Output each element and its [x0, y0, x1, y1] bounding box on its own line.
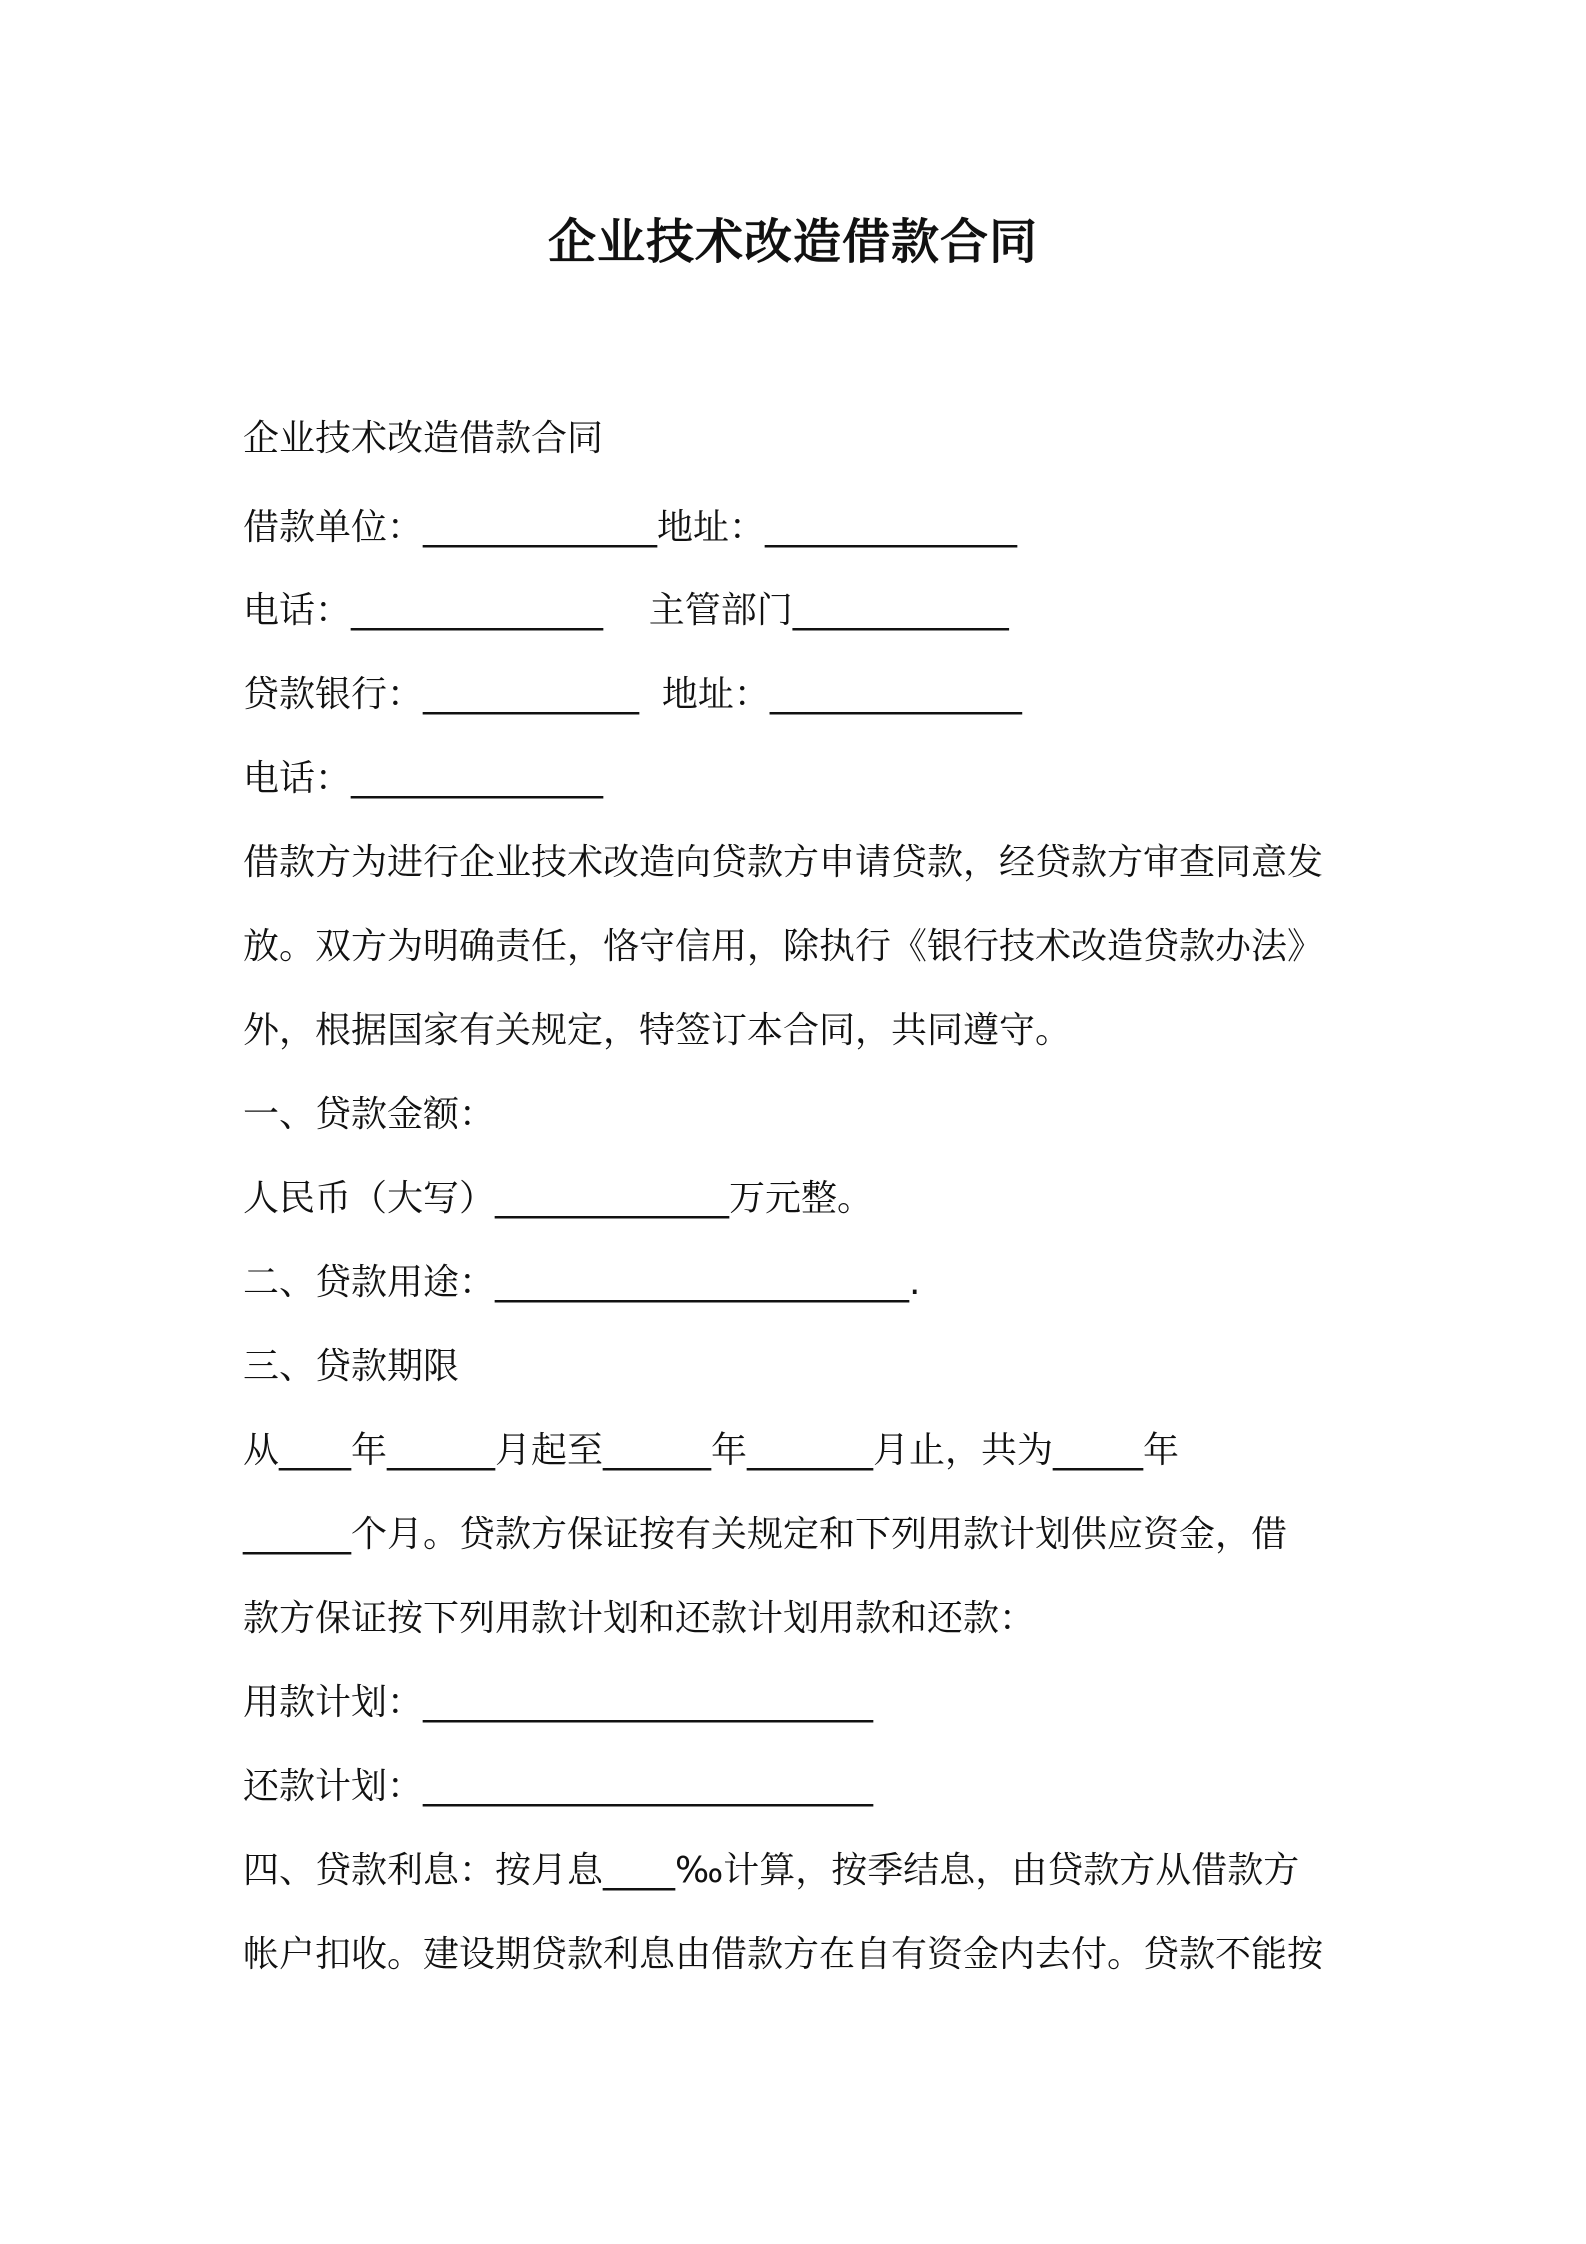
body-line-subtitle: 企业技术改造借款合同	[243, 418, 604, 459]
body-line-borrower: 借款单位：_____________地址：______________	[243, 507, 1018, 548]
body-line-term-1: 从____年______月起至______年_______月止，共为_____年	[243, 1430, 1180, 1471]
body-line-preamble-2: 放。双方为明确责任，恪守信用，除执行《银行技术改造贷款办法》	[243, 926, 1324, 967]
body-line-term-2: ______个月。贷款方保证按有关规定和下列用款计划供应资金，借	[243, 1514, 1288, 1555]
document-title: 企业技术改造借款合同	[547, 214, 1038, 270]
body-line-lending-bank: 贷款银行：____________ 地址：______________	[243, 674, 1022, 715]
body-line-preamble-3: 外，根据国家有关规定，特签订本合同，共同遵守。	[243, 1010, 1072, 1051]
body-line-usage-plan: 用款计划：_________________________	[243, 1682, 874, 1723]
body-line-bank-phone: 电话：______________	[243, 758, 604, 799]
body-line-term-3: 款方保证按下列用款计划和还款计划用款和还款：	[243, 1598, 1036, 1639]
section-heading-purpose: 二、贷款用途：_______________________.	[243, 1262, 921, 1303]
section-heading-term: 三、贷款期限	[243, 1346, 460, 1387]
body-line-amount: 人民币（大写）_____________万元整。	[243, 1178, 874, 1219]
section-heading-interest: 四、贷款利息：按月息____‰计算，按季结息，由贷款方从借款方	[243, 1850, 1300, 1891]
section-heading-amount: 一、贷款金额：	[243, 1094, 496, 1135]
body-line-interest-2: 帐户扣收。建设期贷款利息由借款方在自有资金内去付。贷款不能按	[243, 1934, 1324, 1975]
body-line-preamble-1: 借款方为进行企业技术改造向贷款方申请贷款，经贷款方审查同意发	[243, 842, 1324, 883]
body-line-phone-department: 电话：______________ 主管部门____________	[243, 590, 1009, 631]
body-line-repayment-plan: 还款计划：_________________________	[243, 1766, 874, 1807]
